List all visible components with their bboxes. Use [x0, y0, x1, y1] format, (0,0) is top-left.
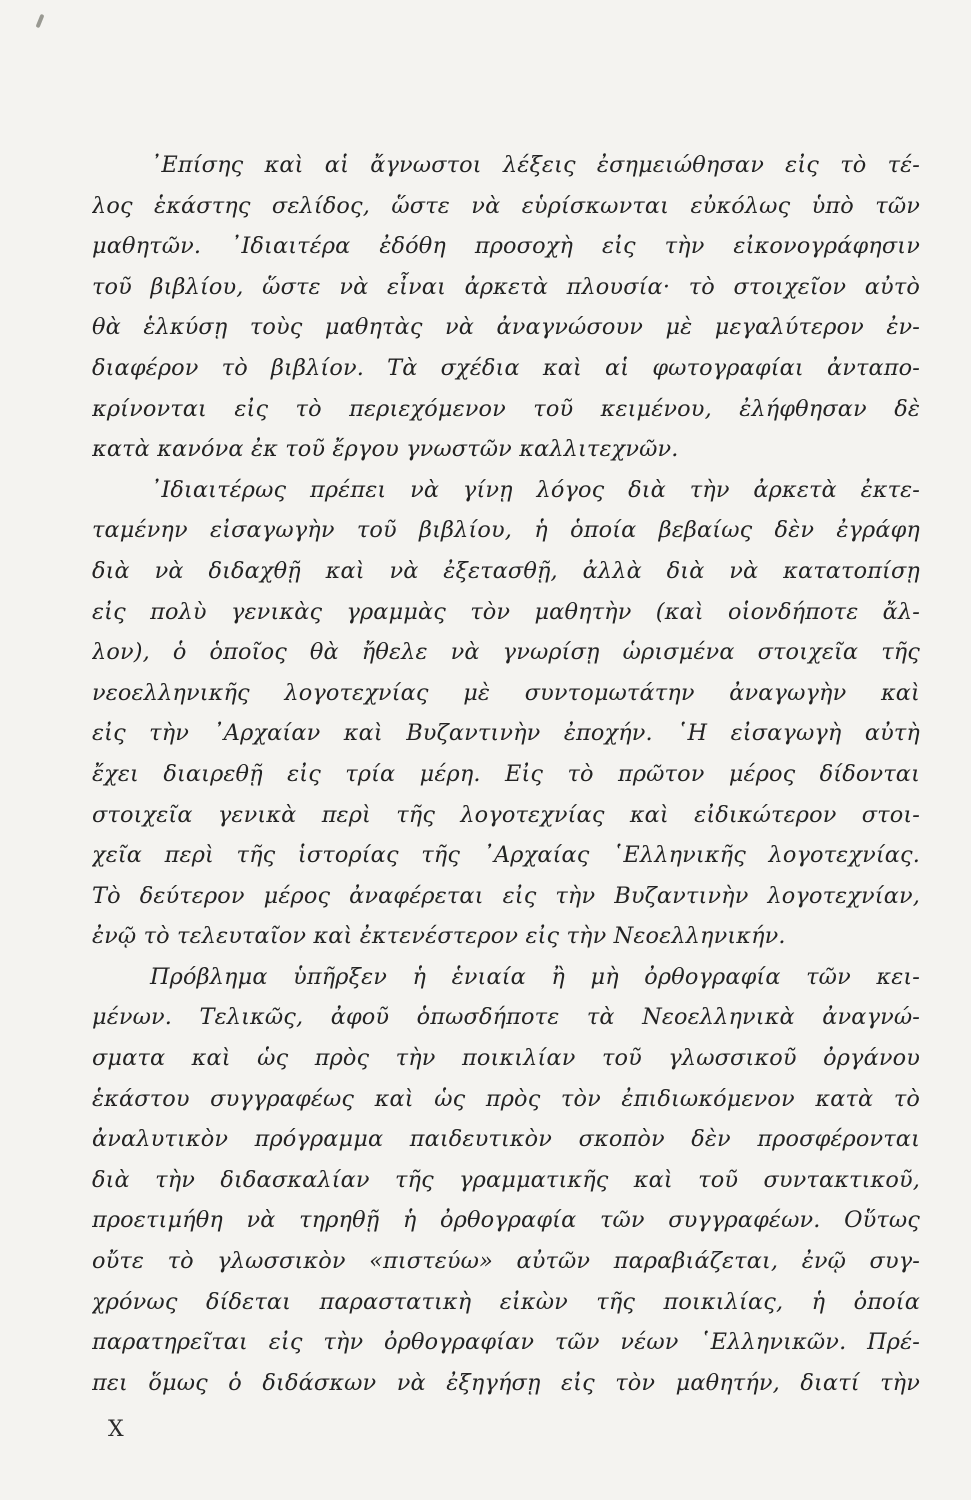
text-line: κατὰ κανόνα ἐκ τοῦ ἔργου γνωστῶν καλλιτεχνῶν. — [92, 436, 679, 463]
text-line: ἀναλυτικὸν πρόγραμμα παιδευτικὸν σκοπὸν δὲν προσφέρονται — [92, 1126, 920, 1153]
text-line: μένων. Τελικῶς, ἀφοῦ ὁπωσδήποτε τὰ Νεοελληνικὰ ἀναγνώ- — [92, 1004, 920, 1031]
text-line: προετιμήθη νὰ τηρηθῇ ἡ ὀρθογραφία τῶν συγγραφέων. Οὕτως — [92, 1207, 920, 1234]
text-line: εἰς τὴν ᾽Αρχαίαν καὶ Βυζαντινὴν ἐποχήν. ῾Η εἰσαγωγὴ αὐτὴ — [92, 720, 920, 747]
text-line: χεῖα περὶ τῆς ἱστορίας τῆς ᾽Αρχαίας ῾Ελληνικῆς λογοτεχνίας. — [92, 842, 920, 869]
text-line: μαθητῶν. ᾽Ιδιαιτέρα ἐδόθη προσοχὴ εἰς τὴν εἰκονογράφησιν — [92, 233, 920, 260]
text-line: διὰ νὰ διδαχθῇ καὶ νὰ ἐξετασθῇ, ἀλλὰ διὰ νὰ κατατοπίσῃ — [92, 557, 920, 584]
text-line: ἑκάστου συγγραφέως καὶ ὡς πρὸς τὸν ἐπιδιωκόμενον κατὰ τὸ — [92, 1085, 920, 1112]
text-line: τοῦ βιβλίου, ὥστε νὰ εἶναι ἀρκετὰ πλουσία· τὸ στοιχεῖον αὐτὸ — [92, 273, 920, 300]
text-line: πει ὅμως ὁ διδάσκων νὰ ἐξηγήσῃ εἰς τὸν μαθητήν, διατί τὴν — [92, 1369, 920, 1396]
text-line: χρόνως δίδεται παραστατικὴ εἰκὼν τῆς ποικιλίας, ἡ ὁποία — [92, 1288, 920, 1315]
text-line: ᾽Ιδιαιτέρως πρέπει νὰ γίνῃ λόγος διὰ τὴν ἀρκετὰ ἐκτε- — [150, 476, 920, 503]
text-line: στοιχεῖα γενικὰ περὶ τῆς λογοτεχνίας καὶ εἰδικώτερον στοι- — [92, 801, 920, 828]
text-line: διαφέρον τὸ βιβλίον. Τὰ σχέδια καὶ αἱ φωτογραφίαι ἀνταπο- — [92, 354, 920, 381]
text-line: εἰς πολὺ γενικὰς γραμμὰς τὸν μαθητὴν (καὶ οἱονδήποτε ἄλ- — [92, 598, 920, 625]
text-line: διὰ τὴν διδασκαλίαν τῆς γραμματικῆς καὶ τοῦ συντακτικοῦ, — [92, 1166, 920, 1193]
text-line: θὰ ἑλκύσῃ τοὺς μαθητὰς νὰ ἀναγνώσουν μὲ μεγαλύτερον ἐν- — [92, 314, 920, 341]
text-line: λος ἑκάστης σελίδος, ὥστε νὰ εὑρίσκωνται εὐκόλως ὑπὸ τῶν — [92, 192, 920, 219]
page-number: X — [108, 1417, 125, 1442]
text-line: ᾽Επίσης καὶ αἱ ἄγνωστοι λέξεις ἐσημειώθησαν εἰς τὸ τέ- — [150, 152, 920, 178]
text-line: σματα καὶ ὡς πρὸς τὴν ποικιλίαν τοῦ γλωσσικοῦ ὀργάνου — [92, 1045, 920, 1072]
text-line: οὔτε τὸ γλωσσικὸν «πιστεύω» αὐτῶν παραβιάζεται, ἐνῷ συγ- — [92, 1248, 920, 1275]
text-line: Πρόβλημα ὑπῆρξεν ἡ ἑνιαία ἢ μὴ ὀρθογραφία τῶν κει- — [150, 963, 920, 990]
main-text — [92, 145, 920, 1403]
text-line: Τὸ δεύτερον μέρος ἀναφέρεται εἰς τὴν Βυζαντινὴν λογοτεχνίαν, — [92, 882, 920, 909]
ink-mark — [36, 14, 45, 28]
text-line: ἐνῷ τὸ τελευταῖον καὶ ἐκτενέστερον εἰς τὴν Νεοελληνικήν. — [92, 923, 786, 950]
text-line: λον), ὁ ὁποῖος θὰ ἤθελε νὰ γνωρίσῃ ὡρισμένα στοιχεῖα τῆς — [92, 639, 920, 666]
text-line: παρατηρεῖται εἰς τὴν ὀρθογραφίαν τῶν νέων ῾Ελληνικῶν. Πρέ- — [92, 1329, 920, 1356]
text-line: νεοελληνικῆς λογοτεχνίας μὲ συντομωτάτην ἀναγωγὴν καὶ — [92, 679, 920, 706]
text-line: κρίνονται εἰς τὸ περιεχόμενον τοῦ κειμένου, ἐλήφθησαν δὲ — [92, 395, 920, 422]
text-line: ταμένην εἰσαγωγὴν τοῦ βιβλίου, ἡ ὁποία βεβαίως δὲν ἐγράφη — [92, 517, 920, 544]
text-line: ἔχει διαιρεθῇ εἰς τρία μέρη. Εἰς τὸ πρῶτον μέρος δίδονται — [92, 760, 920, 787]
